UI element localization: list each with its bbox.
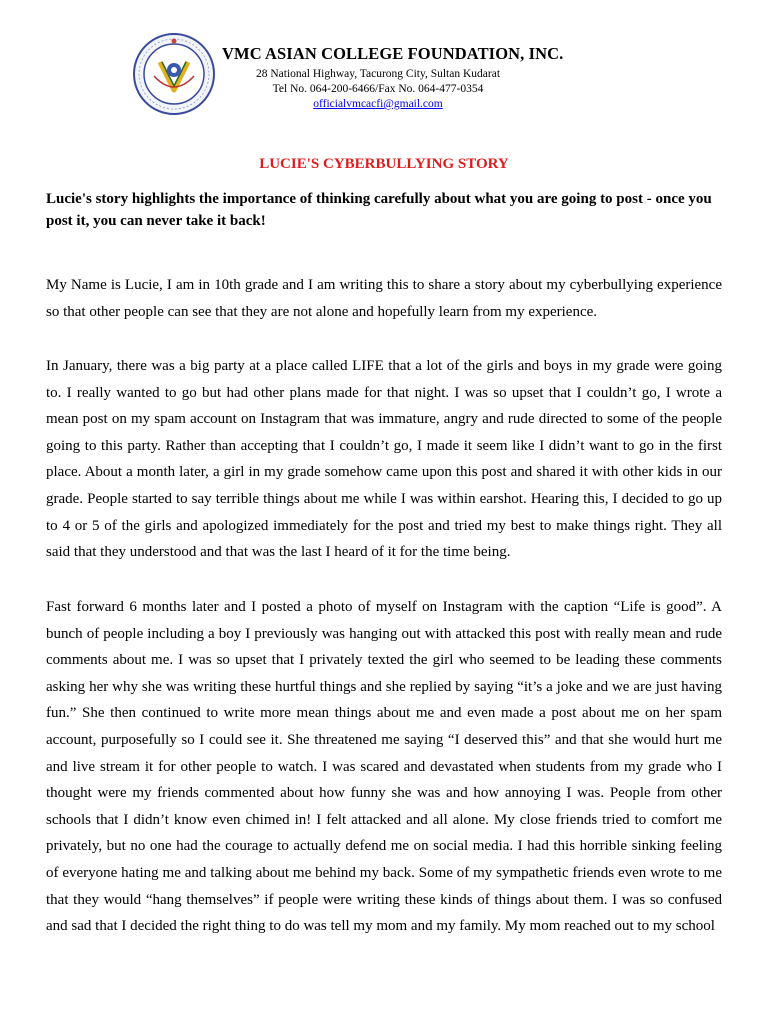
- story-paragraph: In January, there was a big party at a place called LIFE that a lot of the girls and boys in my grade were going to. I really wanted to go but had other plans made for that night. I was so upset that I couldn’t go, I wrote a mean post on my spam account on Instagram that was immature, angry and rude directed to some of the people going to this party. Rather than accepting that I couldn’t go, I made it seem like I didn’t want to go in the first place. About a month later, a girl in my grade somehow came upon this post and shared it with other kids in our grade. People started to say terrible things about me while I was within earshot. Hearing this, I decided to go up to 4 or 5 of the girls and apologized immediately for the post and tried my best to make things right. They all said that they understood and that was the last I heard of it for the time being.: [46, 358, 722, 561]
- organization-phone: Tel No. 064-200-6466/Fax No. 064-477-0354: [272, 83, 484, 95]
- organization-email-link[interactable]: officialvmcacfi@gmail.com: [313, 98, 443, 110]
- story-paragraph: My Name is Lucie, I am in 10th grade and I am writing this to share a story about my cyberbullying experience so that other people can see that they are not alone and hopefully learn from my experience.: [46, 277, 722, 320]
- story-paragraph: Fast forward 6 months later and I posted a photo of myself on Instagram with the caption “Life is good”. A bunch of people including a boy I previously was hanging out with attacked this post with really mean and rude comments about me. I was so upset that I privately texted the girl who seemed to be leading these comments asking her why she was writing these hurtful things and she replied by saying “it’s a joke and we are just having fun.” She then continued to write more mean things about me and even made a post about me on her spam account, purposefully so I could see it. She threatened me saying “I deserved this” and that she would hurt me and live stream it for other people to watch. I was scared and devastated when students from my grade who I thought were my friends commented about how funny she was and how annoying I was. People from other schools that I didn’t know even chimed in! I felt attacked and all alone. My close friends tried to comfort me privately, but no one had the courage to actually defend me on social media. I had this horrible sinking feeling of everyone hating me and talking about me behind my back. Some of my sympathetic friends even wrote to me that they would “hang themselves” if people were writing these kinds of things about them. I was so confused and sad that I decided the right thing to do was tell my mom and my family. My mom reached out to my school: [46, 599, 722, 935]
- organization-address: 28 National Highway, Tacurong City, Sultan Kudarat: [255, 68, 501, 80]
- document-title: LUCIE'S CYBERBULLYING STORY: [259, 156, 509, 172]
- intro-statement: Lucie's story highlights the importance of thinking carefully about what you are going to post - once you post it, you can never take it back!: [46, 191, 712, 229]
- organization-name: VMC ASIAN COLLEGE FOUNDATION, INC.: [222, 44, 564, 63]
